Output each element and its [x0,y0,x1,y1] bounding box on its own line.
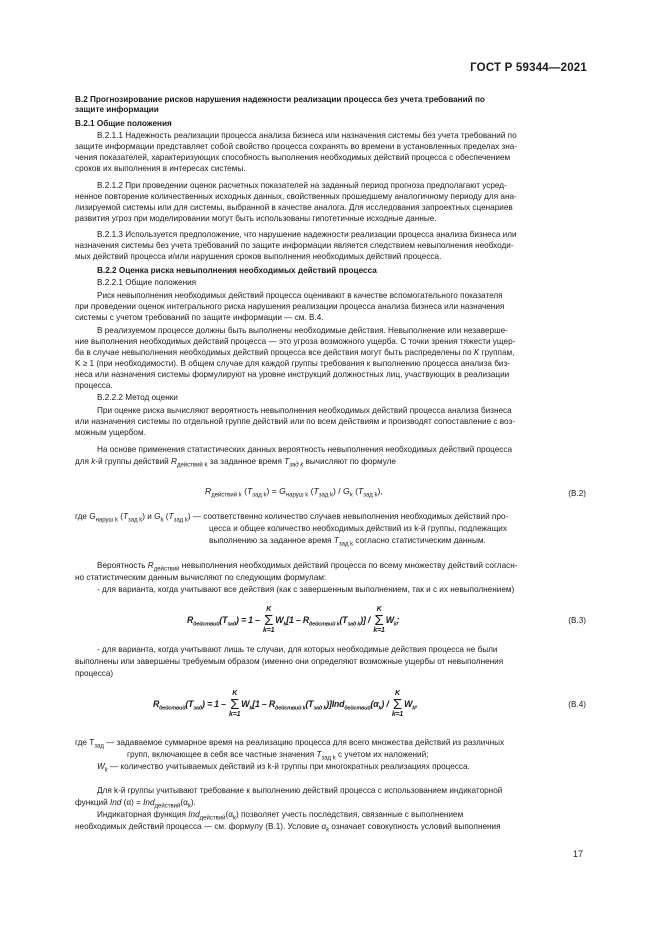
paragraph-actions-line: В реализуемом процессе должны быть выполнены необходимые действия. Невыполнение или незаверше- [97,326,508,335]
paragraph-indicator-line-2: функций Ind $(\alpha) = Ind_{действий}(\alpha_k)$. [75,798,196,810]
paragraph-b213-line: мых действий процесса и/или нарушения сроков выполнения необходимых действий процесса. [75,252,442,261]
paragraph-risk-line: системы с учетом требований по защите информации — см. В.4. [75,313,324,322]
section-title-line-2: защите информации [75,105,159,114]
where-g-line-1: где $G_{наруш k}$ $(T_{зад k})$ и $G_k$ $(T_{зад k})$ — соответственно количество случаев невыполнения необходимых действий про- [75,512,509,524]
subsection-title-b21: В.2.1 Общие положения [75,119,172,128]
paragraph-b212-line: лизируемой системы или для системы, выбранной в качестве аналога. Для исследования запроектных сценариев [75,203,513,212]
formula-b2-number: (В.2) [568,489,586,498]
paragraph-indicator-line-1: Для k-й группы учитывают требование к выполнению действий процесса с использованием индикаторной [97,786,503,795]
formula-b3: $R_{действий}(T_{зад}) = 1$ – K Σ k=1 $W_k[1 - R_{действий k}(T_{зад k})]$ / K Σ k=1 $W_k$; [187,606,400,634]
paragraph-prob-line-2: но статистическим данным вычисляют по следующим формулам: [75,573,327,582]
paragraph-b211-line: В.2.1.1 Надежность реализации процесса анализа бизнеса или назначения системы без учета требований по [97,131,517,140]
paragraph-b213-line: В.2.1.3 Используется предположение, что нарушение надежности реализации процесса анализа бизнеса или [97,230,517,239]
paragraph-method-line: или назначения системы по отдельной группе действий или по всем действиям и производят сопоставление с воз- [75,417,515,426]
paragraph-method-line: При оценке риска вычисляют вероятность невыполнения необходимых действий процесса анализа бизнеса [97,406,512,415]
where-g-line-3: выполнению за заданное время $T_{зад k}$ согласно статистическим данным. [209,536,486,548]
where-tzad-line-2: групп, включающее в себя все частные значения $T_{зад k}$ с учетом их наложений; [127,750,429,762]
paragraph-indicator-line-4: необходимых действий процесса — см. формулу (В.1). Условие $\alpha_k$ означает совокупность условий выполнения [75,822,501,834]
paragraph-b211-line: защите информации представляет собой свойство процесса сохранять во времени в установленных пределах зна- [75,142,518,151]
paragraph-b211-line: сроков их выполнения в интересах системы. [75,164,246,173]
paragraph-prob-line-1: Вероятность $R_{действий}$ невыполнения необходимых действий процесса по всему множеству действий согласн- [97,561,518,573]
formula-b4: $R_{действий}(T_{зад}) = 1$ – K Σ k=1 $W_k[1 - R_{действий k}(T_{зад k})]Ind_{действий}(\alpha_k)$ / K Σ k=1 $W_k$, [153,690,418,718]
paragraph-variant-2-line: - для варианта, когда учитывают лишь те случаи, для которых необходимые действия процесса не были [97,645,498,654]
paragraph-risk-line: Риск невыполнения необходимых действий процесса оценивают в качестве вспомогательного показателя [97,291,503,300]
list-item-variant-1: - для варианта, когда учитывают все действия (как с завершенным выполнением, так и с их невыполнением) [97,585,515,594]
paragraph-risk-line: при проведении оценок интегрального риска нарушения реализации процесса анализа бизнеса или назначения [75,302,505,311]
subsection-title-b22: В.2.2 Оценка риска невыполнения необходимых действий процесса [97,266,377,275]
paragraph-actions-line: процесса. [75,381,113,390]
formula-b2: $R_{действий k}$ $(T_{зад k}) = G_{наруш k}$ $(T_{зад k}) / G_k$ $(T_{зад k})$, [205,486,383,499]
paragraph-variant-2-line: процесса) [75,669,114,678]
paragraph-b212-line: В.2.1.2 При проведении оценок расчетных показателей на заданный период прогноза предполагают усред- [97,181,507,190]
page-number: 17 [572,849,583,859]
paragraph-b212-line: развития угроз при моделировании могут быть использованы гипотетичные исходные данные. [75,214,437,223]
paragraph-b211-line: чения показателей, характеризующих способность выполнения необходимых действий процесса с обеспечением [75,153,511,162]
paragraph-b212-line: ненное повторение количественных исходных данных, свойственных прошедшему аналогичному периоду для ана- [75,192,517,201]
paragraph-stat-line-1: На основе применения статистических данных вероятность невыполнения необходимых действий процесса [97,445,513,454]
paragraph-actions-line: ба в случае невыполнения необходимых действий процесса все действия могут быть распределены по K группам, [75,348,515,357]
paragraph-indicator-line-3: Индикаторная функция $Ind_{действий}(\alpha_k)$ позволяет учесть последствия, связанные с выполнением [97,810,464,822]
section-title-line-1: В.2 Прогнозирование рисков нарушения надежности реализации процесса без учета требований по [75,95,485,104]
where-wk-line: $W_k$ — количество учитываемых действий из k-й группы при многократных реализациях процесса. [97,762,470,774]
paragraph-actions-line: K ≥ 1 (при необходимости). В общем случае для каждой группы требования к выполнению процесса анализа биз- [75,359,510,368]
paragraph-b213-line: назначения системы без учета требований по защите информации является следствием невыполнения необходи- [75,241,514,250]
formula-b4-number: (В.4) [568,700,586,709]
where-g-line-2: цесса и общее количество необходимых действий из k-й группы, подлежащих [209,524,507,533]
paragraph-actions-line: ние выполнения необходимых действий процесса — это угроза возможного ущерба. С точки зрения тяжести ущер- [75,337,516,346]
subsection-title-b222: В.2.2.2 Метод оценки [97,393,178,402]
standard-header: ГОСТ Р 59344—2021 [470,62,587,74]
formula-b3-number: (В.3) [568,616,586,625]
paragraph-method-line: можным ущербом. [75,428,146,437]
paragraph-stat-line-2: для k-й группы действий $R_{действий k}$ за заданное время $T_{зад k}$ вычисляют по формуле [75,457,396,469]
where-tzad-line-1: где $T_{зад}$ — задаваемое суммарное время на реализацию процесса для всего множества действий из различных [75,738,505,750]
subsection-title-b221: В.2.2.1 Общие положения [97,278,197,287]
paragraph-variant-2-line: выполнены или завершены требуемым образом (именно они определяют возможные ущербы от невыполнения [75,657,504,666]
paragraph-actions-line: неса или назначения системы формулируют на уровне инструкций должностных лиц, участвующих в реализации [75,370,510,379]
